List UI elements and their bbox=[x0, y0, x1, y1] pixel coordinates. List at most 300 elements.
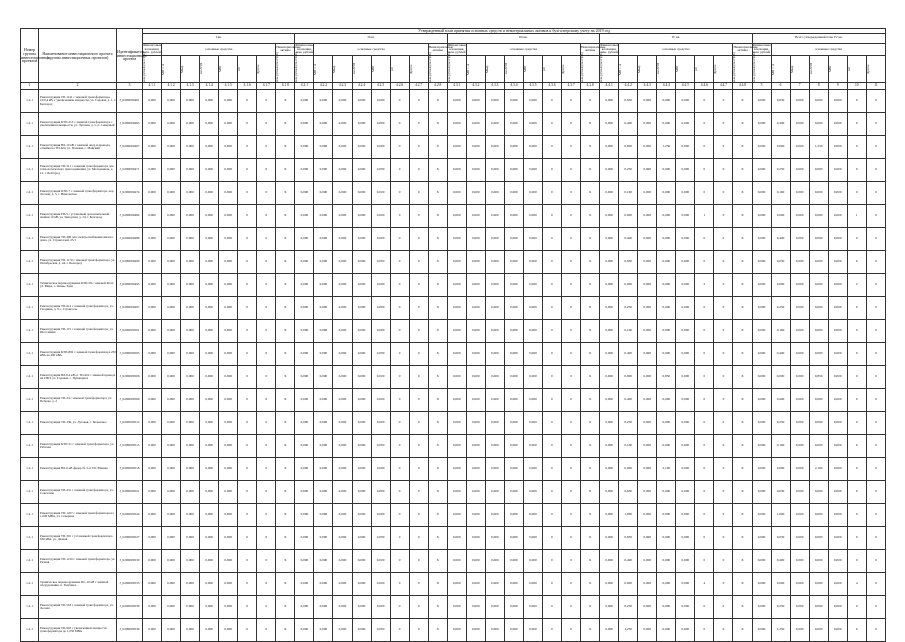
row-value-cell: 0,000 bbox=[600, 527, 619, 550]
row-value-cell: 0,000 bbox=[752, 504, 771, 527]
row-value-cell: X bbox=[276, 136, 295, 159]
row-value-cell: X bbox=[276, 251, 295, 274]
row-value-cell: 0,000 bbox=[600, 458, 619, 481]
row-value-cell: 0,000 bbox=[200, 251, 219, 274]
row-value-cell: 0,000 bbox=[523, 205, 542, 228]
row-value-cell: 0 bbox=[695, 458, 714, 481]
row-value-cell: 0 bbox=[847, 596, 866, 619]
row-value-cell: X bbox=[581, 504, 600, 527]
row-value-cell: 0 bbox=[847, 320, 866, 343]
row-value-cell: 0 bbox=[542, 619, 561, 642]
header-intangible-group: Нематериальные активы bbox=[581, 43, 600, 55]
column-index-cell: 3 bbox=[117, 83, 143, 90]
row-value-cell: X bbox=[581, 366, 600, 389]
header-sub-column bbox=[466, 56, 485, 83]
row-value-cell: 0,000 bbox=[466, 343, 485, 366]
row-project-id: J_0200000463 bbox=[117, 113, 143, 136]
row-value-cell: 1,250 bbox=[657, 136, 676, 159]
row-value-cell: 0,000 bbox=[162, 136, 181, 159]
row-value-cell: 0 bbox=[562, 435, 581, 458]
row-value-cell: 0,000 bbox=[790, 481, 809, 504]
row-value-cell: 0,000 bbox=[752, 343, 771, 366]
row-value-cell: 0,000 bbox=[619, 458, 638, 481]
row-value-cell: 0 bbox=[257, 366, 276, 389]
header-sub-column bbox=[599, 52, 619, 83]
row-value-cell: 0 bbox=[390, 159, 409, 182]
row-value-cell: 0,000 bbox=[809, 113, 828, 136]
row-value-cell: 0,000 bbox=[790, 458, 809, 481]
row-value-cell: 0,000 bbox=[219, 159, 238, 182]
row-value-cell: 0,000 bbox=[504, 136, 523, 159]
row-value-cell: 0 bbox=[542, 228, 561, 251]
row-value-cell: 0 bbox=[695, 90, 714, 113]
row-value-cell: 1,250 bbox=[809, 136, 828, 159]
row-value-cell: 0 bbox=[257, 159, 276, 182]
row-value-cell: 0,630 bbox=[619, 481, 638, 504]
row-value-cell: 0,000 bbox=[809, 205, 828, 228]
row-value-cell: 0,000 bbox=[771, 366, 790, 389]
row-value-cell: 0 bbox=[562, 297, 581, 320]
row-value-cell: 0,000 bbox=[657, 320, 676, 343]
row-value-cell: 0,000 bbox=[485, 412, 504, 435]
row-value-cell: 0 bbox=[562, 366, 581, 389]
row-value-cell: 0,000 bbox=[333, 297, 352, 320]
row-value-cell: 0 bbox=[714, 596, 733, 619]
header-sub-column bbox=[352, 56, 371, 83]
row-value-cell: 0,000 bbox=[790, 228, 809, 251]
row-value-cell: 0,000 bbox=[333, 343, 352, 366]
header-quarter: IV кв. bbox=[600, 33, 752, 43]
row-project-id: J_0200000482 bbox=[117, 205, 143, 228]
row-project-id: J_0200000467 bbox=[117, 136, 143, 159]
row-project-name: Реконструкция ТП-614 с заменой трансформатора, ул. Гагарина, д. 9, г. Строитель bbox=[39, 297, 117, 320]
row-value-cell: 0,000 bbox=[333, 596, 352, 619]
row-value-cell: 0,000 bbox=[352, 550, 371, 573]
table-row bbox=[21, 136, 886, 159]
row-project-id: J_0200000518 bbox=[117, 458, 143, 481]
row-value-cell: 0,000 bbox=[600, 228, 619, 251]
row-value-cell: 0 bbox=[695, 159, 714, 182]
column-index-cell: 1 bbox=[21, 83, 39, 90]
row-value-cell: 0,000 bbox=[600, 90, 619, 113]
row-value-cell: 0,000 bbox=[200, 366, 219, 389]
row-value-cell: 0,000 bbox=[333, 550, 352, 573]
row-value-cell: X bbox=[276, 458, 295, 481]
table-row bbox=[21, 182, 886, 205]
row-value-cell: 0,000 bbox=[638, 573, 657, 596]
row-value-cell: 0,000 bbox=[600, 136, 619, 159]
row-value-cell: X bbox=[733, 573, 752, 596]
header-sub-column bbox=[580, 52, 600, 83]
row-value-cell: 0 bbox=[695, 297, 714, 320]
row-value-cell: 0,000 bbox=[162, 159, 181, 182]
row-value-cell: X bbox=[276, 619, 295, 642]
table-row bbox=[21, 343, 886, 366]
row-value-cell: 0,000 bbox=[600, 366, 619, 389]
row-value-cell: 0,000 bbox=[181, 389, 200, 412]
row-value-cell: 0,000 bbox=[657, 228, 676, 251]
header-sub-label: км ЛЭП bbox=[503, 63, 508, 75]
row-value-cell: 0,400 bbox=[619, 389, 638, 412]
row-value-cell: 0,000 bbox=[447, 504, 466, 527]
row-value-cell: 0,000 bbox=[771, 205, 790, 228]
row-value-cell: X bbox=[428, 136, 447, 159]
header-sub-label: млн рублей (без НДС) bbox=[732, 52, 737, 83]
row-value-cell: 0,000 bbox=[771, 458, 790, 481]
header-sub-column bbox=[409, 56, 428, 83]
row-value-cell: 0 bbox=[542, 389, 561, 412]
row-value-cell: 0,000 bbox=[371, 458, 390, 481]
row-value-cell: 0 bbox=[238, 343, 257, 366]
row-project-id: J_0200000521 bbox=[117, 481, 143, 504]
row-value-cell: 0,000 bbox=[485, 320, 504, 343]
row-value-cell: 0 bbox=[866, 205, 885, 228]
row-group-number: 1.2.1 bbox=[21, 481, 39, 504]
row-value-cell: 0,000 bbox=[181, 182, 200, 205]
row-value-cell: 0,000 bbox=[371, 90, 390, 113]
column-index-cell: 4.3.6 bbox=[542, 83, 561, 90]
row-value-cell: 0,000 bbox=[314, 527, 333, 550]
table-row bbox=[21, 205, 886, 228]
row-value-cell: 0 bbox=[238, 596, 257, 619]
table-row bbox=[21, 527, 886, 550]
row-value-cell: 0,000 bbox=[638, 343, 657, 366]
row-value-cell: 0,000 bbox=[752, 136, 771, 159]
row-value-cell: 0,000 bbox=[657, 550, 676, 573]
row-value-cell: 0,630 bbox=[619, 527, 638, 550]
row-value-cell: 1,250 bbox=[771, 619, 790, 642]
row-value-cell: 0,000 bbox=[143, 136, 162, 159]
row-value-cell: 0 bbox=[695, 619, 714, 642]
row-value-cell: 0,000 bbox=[676, 596, 695, 619]
row-value-cell: 0,000 bbox=[352, 297, 371, 320]
row-value-cell: 0,000 bbox=[181, 412, 200, 435]
row-value-cell: 0,000 bbox=[162, 504, 181, 527]
row-project-name: Реконструкция ТП-24 с заменой трансформатора, ул. Победы, д. 2 bbox=[39, 389, 117, 412]
row-value-cell: 0,000 bbox=[219, 90, 238, 113]
column-index-cell: 7 bbox=[790, 83, 809, 90]
row-value-cell: X bbox=[428, 251, 447, 274]
row-value-cell: 0,000 bbox=[790, 504, 809, 527]
row-value-cell: 0 bbox=[866, 251, 885, 274]
row-value-cell: 0,000 bbox=[162, 481, 181, 504]
row-value-cell: 0 bbox=[257, 274, 276, 297]
column-index-cell: 4.4.4 bbox=[657, 83, 676, 90]
table-row bbox=[21, 481, 886, 504]
row-value-cell: 0 bbox=[542, 297, 561, 320]
header-sub-column bbox=[390, 56, 409, 83]
row-value-cell: 0,000 bbox=[504, 182, 523, 205]
row-value-cell: 0,000 bbox=[143, 596, 162, 619]
row-value-cell: 0 bbox=[238, 458, 257, 481]
row-value-cell: X bbox=[276, 228, 295, 251]
row-value-cell: 0 bbox=[390, 113, 409, 136]
row-value-cell: 0 bbox=[562, 113, 581, 136]
row-group-number: 1.2.1 bbox=[21, 251, 39, 274]
row-value-cell: 0,000 bbox=[752, 573, 771, 596]
row-value-cell: 0,000 bbox=[828, 481, 847, 504]
row-value-cell: 0,000 bbox=[523, 412, 542, 435]
row-value-cell: 0,000 bbox=[314, 550, 333, 573]
row-value-cell: 0,000 bbox=[809, 320, 828, 343]
row-value-cell: 0,000 bbox=[790, 435, 809, 458]
row-value-cell: 0,000 bbox=[790, 274, 809, 297]
row-value-cell: 0,000 bbox=[181, 458, 200, 481]
row-value-cell: 0 bbox=[542, 435, 561, 458]
row-value-cell: 0,000 bbox=[466, 596, 485, 619]
row-value-cell: X bbox=[276, 320, 295, 343]
row-value-cell: 0,000 bbox=[523, 159, 542, 182]
row-value-cell: 0 bbox=[695, 343, 714, 366]
row-value-cell: 0,400 bbox=[771, 343, 790, 366]
row-value-cell: 2 bbox=[847, 274, 866, 297]
row-value-cell: 0,000 bbox=[638, 320, 657, 343]
row-value-cell: 0,000 bbox=[447, 619, 466, 642]
row-value-cell: 0,630 bbox=[619, 251, 638, 274]
row-value-cell: 0 bbox=[714, 205, 733, 228]
row-value-cell: 0,160 bbox=[619, 182, 638, 205]
row-value-cell: 0 bbox=[562, 527, 581, 550]
header-sub-label: км ЛЭП bbox=[199, 63, 204, 75]
row-value-cell: 0 bbox=[409, 366, 428, 389]
table-row bbox=[21, 274, 886, 297]
row-value-cell: 0,630 bbox=[771, 527, 790, 550]
row-value-cell: 0,000 bbox=[352, 527, 371, 550]
row-value-cell: 0,000 bbox=[600, 297, 619, 320]
row-value-cell: 0,000 bbox=[295, 619, 314, 642]
row-value-cell: 0,000 bbox=[466, 90, 485, 113]
row-value-cell: 0,000 bbox=[219, 320, 238, 343]
header-financial-group: Финансовые вложения, млн. рублей bbox=[295, 42, 314, 55]
row-value-cell: 0,000 bbox=[828, 389, 847, 412]
row-value-cell: 0 bbox=[866, 274, 885, 297]
row-value-cell: 0,000 bbox=[447, 435, 466, 458]
row-value-cell: 0 bbox=[847, 182, 866, 205]
row-value-cell: 0,000 bbox=[752, 274, 771, 297]
row-value-cell: 0,000 bbox=[352, 458, 371, 481]
row-value-cell: 0,000 bbox=[181, 113, 200, 136]
row-value-cell: 0,000 bbox=[638, 596, 657, 619]
row-group-number: 1.2.1 bbox=[21, 274, 39, 297]
row-value-cell: 0,000 bbox=[371, 435, 390, 458]
column-index-cell: 4.1.3 bbox=[181, 83, 200, 90]
row-value-cell: 0,000 bbox=[162, 113, 181, 136]
row-value-cell: 0,000 bbox=[219, 297, 238, 320]
row-value-cell: 0,000 bbox=[600, 159, 619, 182]
row-value-cell: 0,000 bbox=[162, 596, 181, 619]
row-value-cell: 0,000 bbox=[504, 435, 523, 458]
row-value-cell: 0 bbox=[257, 550, 276, 573]
row-value-cell: 0,000 bbox=[295, 481, 314, 504]
row-value-cell: 0,000 bbox=[752, 550, 771, 573]
header-sub-label: млн рублей (без НДС) bbox=[751, 52, 756, 83]
header-intangible-group: Нематериальные активы bbox=[733, 43, 752, 55]
row-value-cell: 0,160 bbox=[619, 320, 638, 343]
row-value-cell: X bbox=[276, 504, 295, 527]
row-value-cell: X bbox=[733, 504, 752, 527]
row-project-name: Реконструкция ТП-431 с заменой трансформатора, ул. Советская bbox=[39, 481, 117, 504]
row-value-cell: 0,000 bbox=[657, 504, 676, 527]
column-index-cell: 4.4.3 bbox=[638, 83, 657, 90]
row-value-cell: 0,000 bbox=[828, 366, 847, 389]
row-value-cell: 0,000 bbox=[828, 619, 847, 642]
row-value-cell: X bbox=[581, 619, 600, 642]
row-value-cell: 0,000 bbox=[352, 343, 371, 366]
header-sub-label: Другое bbox=[713, 64, 718, 74]
column-index-cell: 11 bbox=[866, 83, 885, 90]
row-value-cell: X bbox=[428, 550, 447, 573]
row-value-cell: 0 bbox=[714, 251, 733, 274]
investment-plan-sheet bbox=[20, 28, 885, 642]
row-value-cell: 0 bbox=[238, 550, 257, 573]
header-sub-column bbox=[200, 56, 219, 83]
row-value-cell: 0 bbox=[409, 435, 428, 458]
row-value-cell: 0,000 bbox=[504, 320, 523, 343]
row-value-cell: 0,000 bbox=[676, 619, 695, 642]
row-value-cell: 0 bbox=[695, 550, 714, 573]
row-value-cell: 0,000 bbox=[219, 136, 238, 159]
row-value-cell: 0,000 bbox=[352, 274, 371, 297]
column-index-cell: 4.2.2 bbox=[314, 83, 333, 90]
table-row bbox=[21, 435, 886, 458]
row-group-number: 1.2.1 bbox=[21, 297, 39, 320]
row-value-cell: 0,000 bbox=[181, 550, 200, 573]
header-sub-column bbox=[446, 52, 466, 83]
row-value-cell: 0,000 bbox=[314, 90, 333, 113]
row-value-cell: 0,000 bbox=[162, 550, 181, 573]
row-value-cell: 0 bbox=[238, 113, 257, 136]
row-value-cell: 2 bbox=[695, 274, 714, 297]
row-value-cell: 0,000 bbox=[676, 159, 695, 182]
row-value-cell: X bbox=[733, 159, 752, 182]
row-project-id: J_0200000530 bbox=[117, 550, 143, 573]
row-value-cell: 1,000 bbox=[771, 504, 790, 527]
row-value-cell: 0 bbox=[714, 527, 733, 550]
row-value-cell: 4 bbox=[695, 573, 714, 596]
row-value-cell: 0 bbox=[238, 412, 257, 435]
header-financial-group: Финансовые вложения, млн. рублей bbox=[143, 42, 162, 55]
row-value-cell: 0,000 bbox=[523, 113, 542, 136]
column-index-cell: 4.1.5 bbox=[219, 83, 238, 90]
row-value-cell: 0,000 bbox=[828, 297, 847, 320]
header-assets-group: основные средства bbox=[162, 43, 276, 55]
row-value-cell: 0,000 bbox=[200, 274, 219, 297]
row-value-cell: X bbox=[733, 228, 752, 251]
row-value-cell: 0,000 bbox=[676, 251, 695, 274]
header-sub-column bbox=[523, 56, 542, 83]
row-value-cell: 0 bbox=[866, 550, 885, 573]
header-sub-column bbox=[219, 56, 238, 83]
row-value-cell: 0,000 bbox=[504, 596, 523, 619]
row-value-cell: 0,000 bbox=[447, 228, 466, 251]
row-value-cell: X bbox=[581, 320, 600, 343]
column-index-cell: 5 bbox=[752, 83, 771, 90]
row-value-cell: X bbox=[733, 435, 752, 458]
column-index-cell: 4.4.7 bbox=[714, 83, 733, 90]
row-value-cell: 0,000 bbox=[657, 113, 676, 136]
row-value-cell: 0,000 bbox=[466, 205, 485, 228]
row-value-cell: 0,000 bbox=[314, 389, 333, 412]
row-value-cell: 0,000 bbox=[600, 251, 619, 274]
row-value-cell: 0,000 bbox=[371, 504, 390, 527]
row-value-cell: 0 bbox=[847, 136, 866, 159]
row-value-cell: 0,000 bbox=[371, 320, 390, 343]
row-group-number: 1.2.1 bbox=[21, 619, 39, 642]
table-row bbox=[21, 596, 886, 619]
row-value-cell: 0,000 bbox=[143, 90, 162, 113]
row-value-cell: 0 bbox=[409, 504, 428, 527]
row-value-cell: 0 bbox=[542, 159, 561, 182]
row-value-cell: 0,000 bbox=[619, 573, 638, 596]
row-value-cell: 0,000 bbox=[333, 573, 352, 596]
row-value-cell: 0,000 bbox=[466, 251, 485, 274]
row-value-cell: 0 bbox=[847, 458, 866, 481]
row-value-cell: 0,000 bbox=[619, 366, 638, 389]
header-group-number: Номер группы инвестиционных проектов bbox=[21, 29, 39, 83]
row-value-cell: 0,000 bbox=[371, 550, 390, 573]
row-value-cell: 0 bbox=[542, 573, 561, 596]
row-value-cell: 0,000 bbox=[295, 113, 314, 136]
row-value-cell: 0 bbox=[409, 159, 428, 182]
row-value-cell: X bbox=[428, 113, 447, 136]
row-value-cell: 0,000 bbox=[485, 596, 504, 619]
table-row bbox=[21, 297, 886, 320]
row-value-cell: 0,850 bbox=[657, 366, 676, 389]
row-group-number: 1.2.1 bbox=[21, 389, 39, 412]
row-value-cell: 0,000 bbox=[447, 320, 466, 343]
column-index-cell: 4.2.3 bbox=[333, 83, 352, 90]
row-value-cell: 0,000 bbox=[162, 90, 181, 113]
row-value-cell: 0 bbox=[714, 435, 733, 458]
header-sub-label: Мвар bbox=[180, 65, 185, 73]
row-value-cell: 0,000 bbox=[314, 343, 333, 366]
row-project-id: J_0200000501 bbox=[117, 320, 143, 343]
row-value-cell: 0,000 bbox=[333, 136, 352, 159]
row-value-cell: 0,000 bbox=[809, 297, 828, 320]
row-value-cell: 0,000 bbox=[162, 343, 181, 366]
row-value-cell: 0 bbox=[542, 320, 561, 343]
row-value-cell: 0,000 bbox=[657, 274, 676, 297]
row-value-cell: 0,000 bbox=[676, 435, 695, 458]
row-value-cell: 0,000 bbox=[314, 458, 333, 481]
header-sub-column bbox=[657, 56, 676, 83]
table-row bbox=[21, 366, 886, 389]
row-value-cell: 0,000 bbox=[181, 596, 200, 619]
header-sub-column bbox=[562, 56, 581, 83]
row-value-cell: 0,000 bbox=[371, 481, 390, 504]
row-value-cell: 0,000 bbox=[657, 527, 676, 550]
row-value-cell: 0,000 bbox=[352, 573, 371, 596]
row-value-cell: 0,000 bbox=[466, 412, 485, 435]
row-value-cell: 0 bbox=[238, 274, 257, 297]
row-value-cell: 0,000 bbox=[600, 205, 619, 228]
row-value-cell: 0 bbox=[695, 412, 714, 435]
row-value-cell: 0 bbox=[257, 458, 276, 481]
row-value-cell: 0,000 bbox=[371, 159, 390, 182]
row-value-cell: 0,000 bbox=[752, 527, 771, 550]
row-value-cell: 0,000 bbox=[219, 412, 238, 435]
row-value-cell: X bbox=[428, 228, 447, 251]
row-value-cell: 0 bbox=[866, 412, 885, 435]
row-value-cell: 0 bbox=[257, 435, 276, 458]
row-value-cell: 0,000 bbox=[143, 182, 162, 205]
row-value-cell: 0,250 bbox=[619, 412, 638, 435]
row-value-cell: 0,000 bbox=[828, 458, 847, 481]
row-value-cell: X bbox=[733, 136, 752, 159]
row-value-cell: 0,000 bbox=[752, 435, 771, 458]
row-value-cell: 0,000 bbox=[333, 504, 352, 527]
row-value-cell: 0 bbox=[390, 297, 409, 320]
